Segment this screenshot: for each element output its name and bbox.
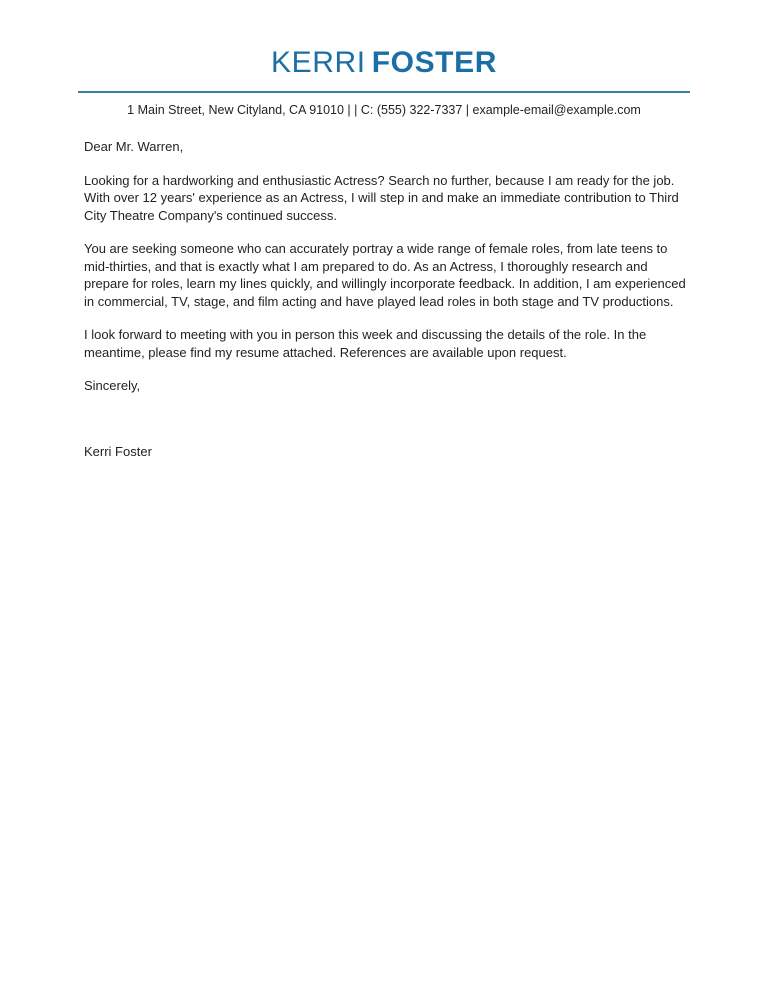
signature-name: Kerri Foster — [84, 443, 152, 459]
first-name: KERRI — [271, 46, 366, 79]
salutation: Dear Mr. Warren, — [84, 139, 184, 154]
closing-salutation: Sincerely, — [84, 378, 141, 393]
letterhead — [0, 0, 768, 118]
letter-body — [72, 118, 696, 460]
page-title — [0, 46, 768, 80]
body-paragraph-3: I look forward to meeting with you in person this week and discussing the details of the role. In the meantime, please find my resume attached. References are available upon request. — [84, 327, 647, 360]
last-name: FOSTER — [371, 46, 497, 79]
body-paragraph-2: You are seeking someone who can accurately portray a wide range of female roles, from late teens to mid-thirties, and that is exactly what I am prepared to do. As an Actress, I thoroughly research and prepare for roles, learn my lines quickly, and willingly incorporate feedback. In addition, I am experienced in commercial, TV, stage, and film acting and have played lead roles in both stage and TV productions. — [84, 241, 686, 309]
contact-info: 1 Main Street, New Cityland, CA 91010 | | C: (555) 322-7337 | example-email@example.com — [127, 103, 641, 117]
body-paragraph-1: Looking for a hardworking and enthusiastic Actress? Search no further, because I am ready for the job. With over 12 years' experience as an Actress, I will step in and make an immediate contribution to Third City Theatre Company's continued success. — [84, 172, 679, 223]
header-divider — [78, 91, 690, 93]
